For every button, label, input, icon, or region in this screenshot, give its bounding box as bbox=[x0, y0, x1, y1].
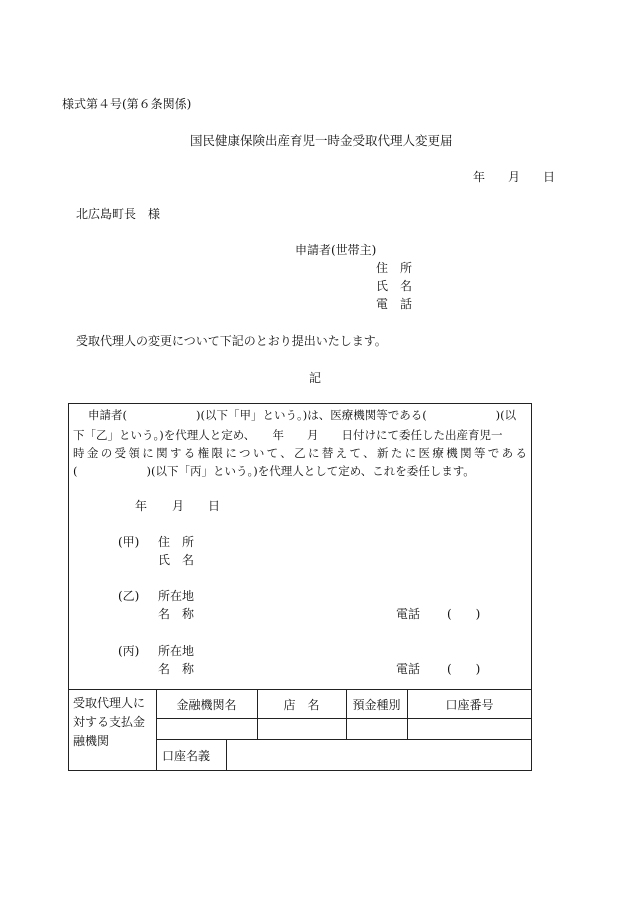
applicant-phone-label: 電 話 bbox=[376, 297, 413, 311]
hei-phone-paren: ( ) bbox=[447, 662, 481, 676]
bank-table-top-border bbox=[68, 689, 532, 690]
otsu-name-label: 名 称 bbox=[158, 607, 195, 621]
bank-col-divider-1 bbox=[257, 689, 258, 739]
date-day: 日 bbox=[543, 170, 556, 184]
otsu-location-label: 所在地 bbox=[158, 589, 195, 603]
bank-col-header-institution: 金融機関名 bbox=[176, 698, 237, 712]
intro-text: 受取代理人の変更について下記のとおり提出いたします。 bbox=[76, 334, 387, 348]
page-title: 国民健康保険出産育児一時金受取代理人変更届 bbox=[190, 133, 453, 148]
bank-label-line-3: 融機関 bbox=[73, 734, 110, 748]
account-name-label: 口座名義 bbox=[162, 749, 211, 763]
delegation-line-2: 下「乙」という。)を代理人と定め、 年 月 日付けにて委任した出産育児一 bbox=[73, 428, 503, 442]
bank-col-header-branch: 店 名 bbox=[283, 698, 320, 712]
delegation-date-day: 日 bbox=[208, 499, 221, 513]
ko-label: (甲) bbox=[118, 535, 140, 549]
otsu-phone-paren: ( ) bbox=[447, 607, 481, 621]
bank-label-line-1: 受取代理人に bbox=[73, 696, 146, 710]
date-month: 月 bbox=[508, 170, 521, 184]
bank-col-divider-2 bbox=[346, 689, 347, 739]
bank-value-row-border bbox=[156, 739, 532, 740]
delegation-line-3: 時金の受領に関する権限について、乙に替えて、新たに医療機関等である bbox=[73, 446, 527, 460]
delegation-line-1: 申請者( )(以下「甲」という。)は、医療機関等である( )(以 bbox=[88, 408, 517, 422]
bank-header-row-border bbox=[156, 718, 532, 719]
delegation-date-month: 月 bbox=[172, 499, 185, 513]
applicant-name-label: 氏 名 bbox=[376, 279, 413, 293]
applicant-address-label: 住 所 bbox=[376, 261, 413, 275]
ko-address-label: 住 所 bbox=[158, 535, 195, 549]
otsu-label: (乙) bbox=[118, 589, 140, 603]
applicant-heading: 申請者(世帯主) bbox=[295, 243, 377, 257]
delegation-date-year: 年 bbox=[135, 499, 148, 513]
hei-label: (丙) bbox=[118, 644, 140, 658]
hei-name-label: 名 称 bbox=[158, 662, 195, 676]
ki-heading: 記 bbox=[309, 371, 322, 385]
otsu-phone-label: 電話 bbox=[396, 607, 421, 621]
bank-col-header-account-number: 口座番号 bbox=[445, 698, 494, 712]
form-number: 様式第４号(第６条関係) bbox=[62, 97, 192, 111]
ko-name-label: 氏 名 bbox=[158, 553, 195, 567]
account-name-divider bbox=[226, 739, 227, 771]
bank-label-line-2: 対する支払金 bbox=[73, 715, 146, 729]
hei-location-label: 所在地 bbox=[158, 644, 195, 658]
bank-col-divider-3 bbox=[407, 689, 408, 739]
bank-col-header-deposit-type: 預金種別 bbox=[352, 698, 401, 712]
delegation-line-4: ( )(以下「丙」という。)を代理人として定め、これを委任します。 bbox=[73, 464, 475, 478]
date-year: 年 bbox=[473, 170, 486, 184]
addressee: 北広島町長 様 bbox=[76, 207, 161, 221]
hei-phone-label: 電話 bbox=[396, 662, 421, 676]
